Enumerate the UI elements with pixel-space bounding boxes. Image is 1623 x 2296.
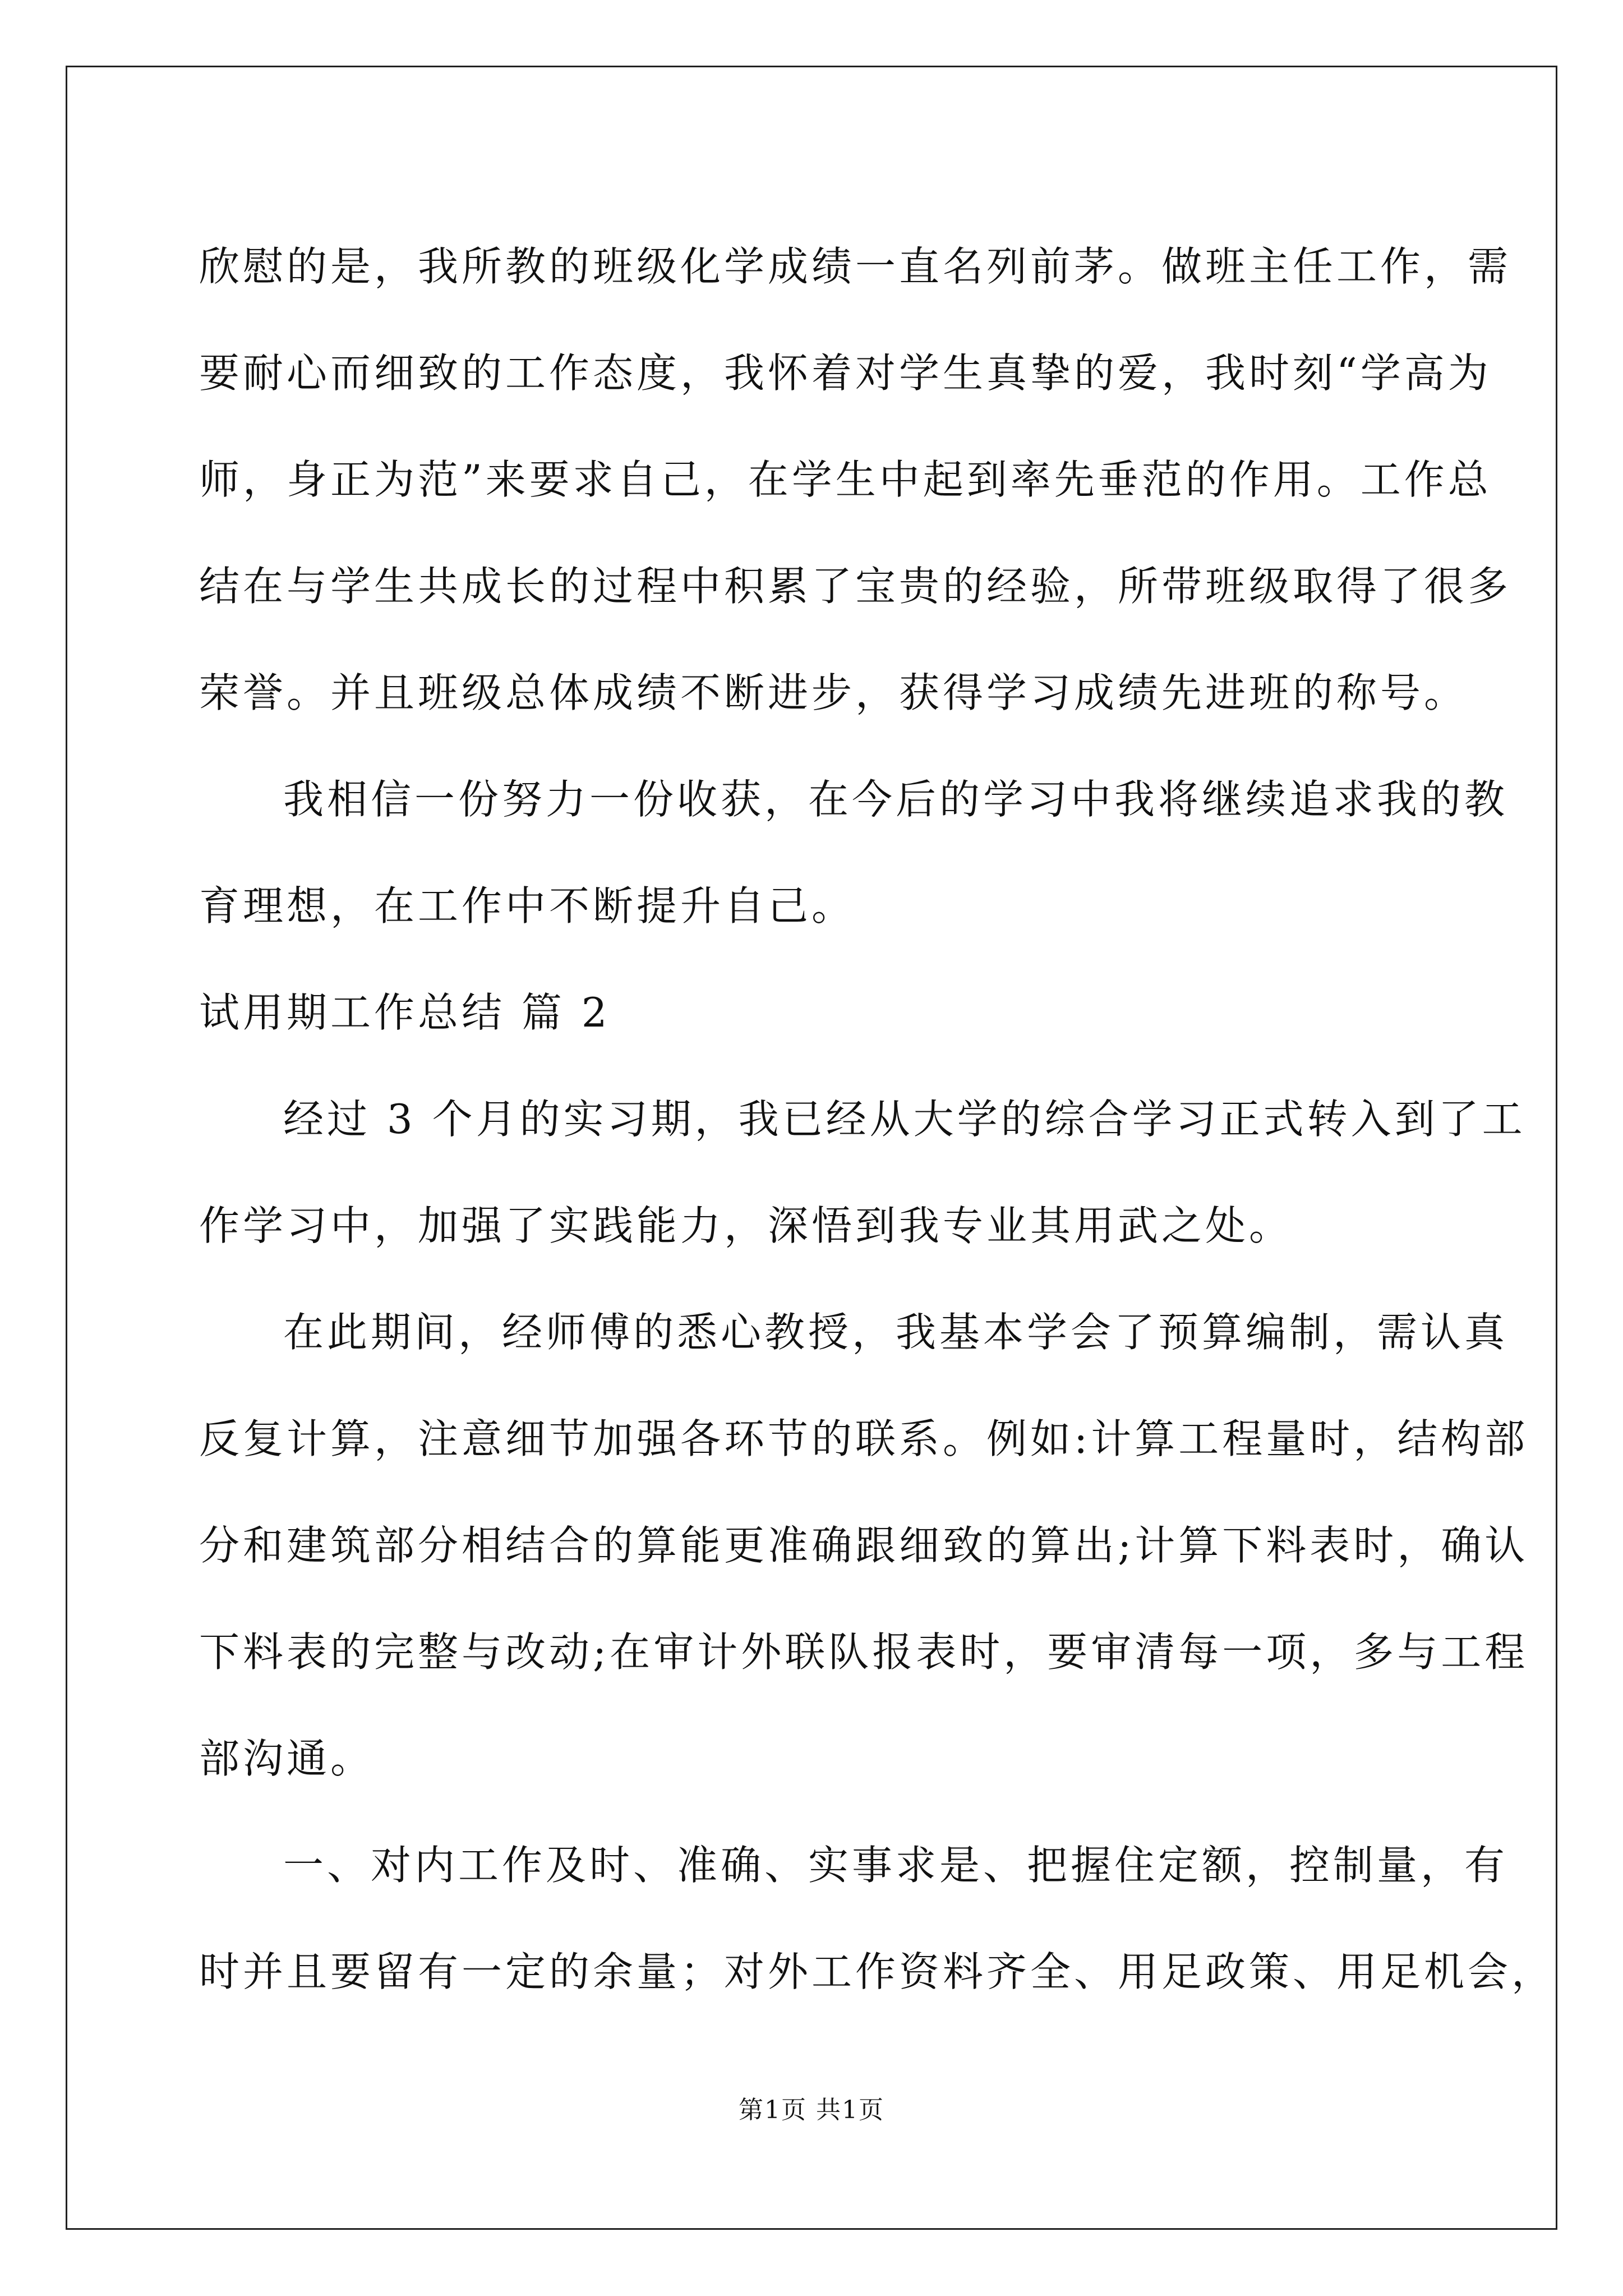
paragraph-line: 结在与学生共成长的过程中积累了宝贵的经验，所带班级取得了很多 xyxy=(199,563,1512,610)
paragraph-line: 经过 3 个月的实习期，我已经从大学的综合学习正式转入到了工 xyxy=(283,1096,1526,1143)
paragraph-line: 分和建筑部分相结合的算能更准确跟细致的算出;计算下料表时，确认 xyxy=(199,1522,1529,1569)
paragraph-line: 荣誉。并且班级总体成绩不断进步，获得学习成绩先进班的称号。 xyxy=(199,669,1468,716)
paragraph-line: 育理想，在工作中不断提升自己。 xyxy=(199,882,856,930)
paragraph-line: 在此期间，经师傅的悉心教授，我基本学会了预算编制，需认真 xyxy=(283,1309,1509,1356)
paragraph-line: 反复计算，注意细节加强各环节的联系。例如:计算工程量时，结构部 xyxy=(199,1415,1529,1462)
paragraph-line: 一、对内工作及时、准确、实事求是、把握住定额，控制量，有 xyxy=(283,1842,1509,1889)
paragraph-line: 师，身正为范”来要求自己，在学生中起到率先垂范的作用。工作总 xyxy=(199,456,1492,503)
paragraph-line: 下料表的完整与改动;在审计外联队报表时，要审清每一项，多与工程 xyxy=(199,1628,1529,1676)
paragraph-line: 部沟通。 xyxy=(199,1735,375,1782)
document-body xyxy=(199,213,1556,2025)
paragraph-line: 作学习中，加强了实践能力，深悟到我专业其用武之处。 xyxy=(199,1202,1293,1249)
section-heading: 试用期工作总结 篇 2 xyxy=(199,989,611,1036)
paragraph-line: 要耐心而细致的工作态度，我怀着对学生真挚的爱，我时刻“学高为 xyxy=(199,349,1492,397)
paragraph-line: 时并且要留有一定的余量；对外工作资料齐全、用足政策、用足机会， xyxy=(199,1948,1556,1995)
paragraph-line: 欣慰的是，我所教的班级化学成绩一直名列前茅。做班主任工作，需 xyxy=(199,243,1512,290)
page-footer: 第1页 共1页 xyxy=(739,2096,884,2124)
paragraph-line: 我相信一份努力一份收获，在今后的学习中我将继续追求我的教 xyxy=(283,776,1509,823)
